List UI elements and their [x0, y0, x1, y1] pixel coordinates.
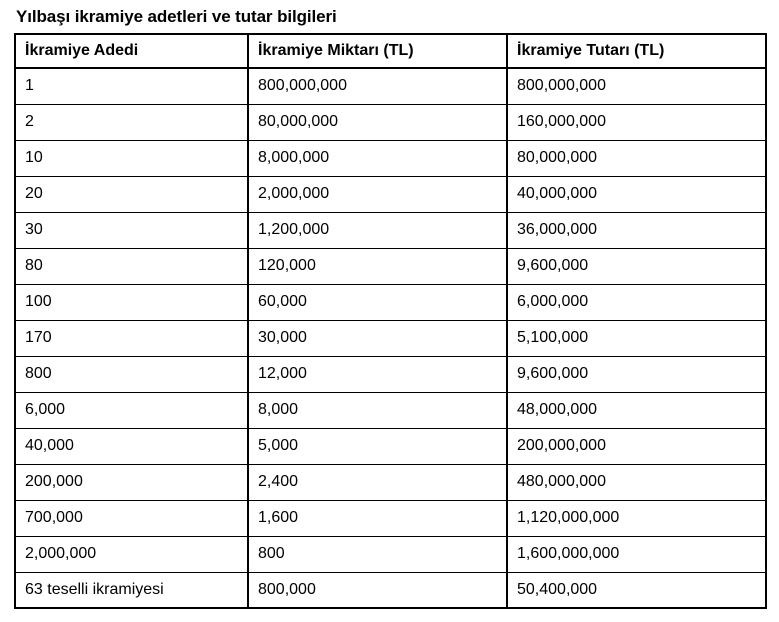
table-cell: 36,000,000: [507, 212, 766, 248]
table-cell: 40,000: [15, 428, 248, 464]
table-cell: 200,000,000: [507, 428, 766, 464]
table-row: [15, 68, 766, 104]
table-cell: 80,000,000: [507, 140, 766, 176]
table-row: [15, 176, 766, 212]
table-cell: 40,000,000: [507, 176, 766, 212]
table-row: [15, 104, 766, 140]
table-header: [15, 34, 766, 68]
table-cell: 2: [15, 104, 248, 140]
table-row: [15, 212, 766, 248]
table-cell: 160,000,000: [507, 104, 766, 140]
table-cell: 170: [15, 320, 248, 356]
page-title: Yılbaşı ikramiye adetleri ve tutar bilgileri: [16, 7, 337, 26]
table-row: [15, 356, 766, 392]
table-cell: 1,120,000,000: [507, 500, 766, 536]
table-cell: 10: [15, 140, 248, 176]
table-cell: 1: [15, 68, 248, 104]
table-cell: 700,000: [15, 500, 248, 536]
table-row: [15, 500, 766, 536]
table-cell: 5,000: [248, 428, 507, 464]
table-cell: 80: [15, 248, 248, 284]
table-cell: 6,000: [15, 392, 248, 428]
table-body: [15, 68, 766, 608]
column-header-amount: İkramiye Miktarı (TL): [248, 34, 507, 68]
table-cell: 100: [15, 284, 248, 320]
table-cell: 8,000: [248, 392, 507, 428]
table-cell: 80,000,000: [248, 104, 507, 140]
table-cell: 2,400: [248, 464, 507, 500]
table-cell: 50,400,000: [507, 572, 766, 608]
table-row: [15, 572, 766, 608]
table-row: [15, 464, 766, 500]
table-row: [15, 320, 766, 356]
table-row: [15, 140, 766, 176]
table-cell: 800: [15, 356, 248, 392]
table-cell: 12,000: [248, 356, 507, 392]
table-cell: 20: [15, 176, 248, 212]
table-cell: 6,000,000: [507, 284, 766, 320]
table-cell: 60,000: [248, 284, 507, 320]
table-cell: 9,600,000: [507, 356, 766, 392]
table-cell: 30: [15, 212, 248, 248]
column-header-count: İkramiye Adedi: [15, 34, 248, 68]
table-cell: 5,100,000: [507, 320, 766, 356]
table-cell: 800,000: [248, 572, 507, 608]
table-cell: 2,000,000: [248, 176, 507, 212]
table-cell: 480,000,000: [507, 464, 766, 500]
prize-table: [14, 33, 767, 609]
table-row: [15, 284, 766, 320]
table-row: [15, 428, 766, 464]
table-row: [15, 536, 766, 572]
column-header-total: İkramiye Tutarı (TL): [507, 34, 766, 68]
table-cell: 800,000,000: [248, 68, 507, 104]
table-cell: 1,200,000: [248, 212, 507, 248]
table-cell: 800: [248, 536, 507, 572]
table-row: [15, 392, 766, 428]
table-cell: 63 teselli ikramiyesi: [15, 572, 248, 608]
table-cell: 800,000,000: [507, 68, 766, 104]
table-cell: 120,000: [248, 248, 507, 284]
table-row: [15, 248, 766, 284]
table-cell: 30,000: [248, 320, 507, 356]
table-cell: 200,000: [15, 464, 248, 500]
table-cell: 9,600,000: [507, 248, 766, 284]
table-header-row: [15, 34, 766, 68]
table-cell: 1,600: [248, 500, 507, 536]
table-cell: 48,000,000: [507, 392, 766, 428]
table-cell: 2,000,000: [15, 536, 248, 572]
table-cell: 8,000,000: [248, 140, 507, 176]
table-cell: 1,600,000,000: [507, 536, 766, 572]
